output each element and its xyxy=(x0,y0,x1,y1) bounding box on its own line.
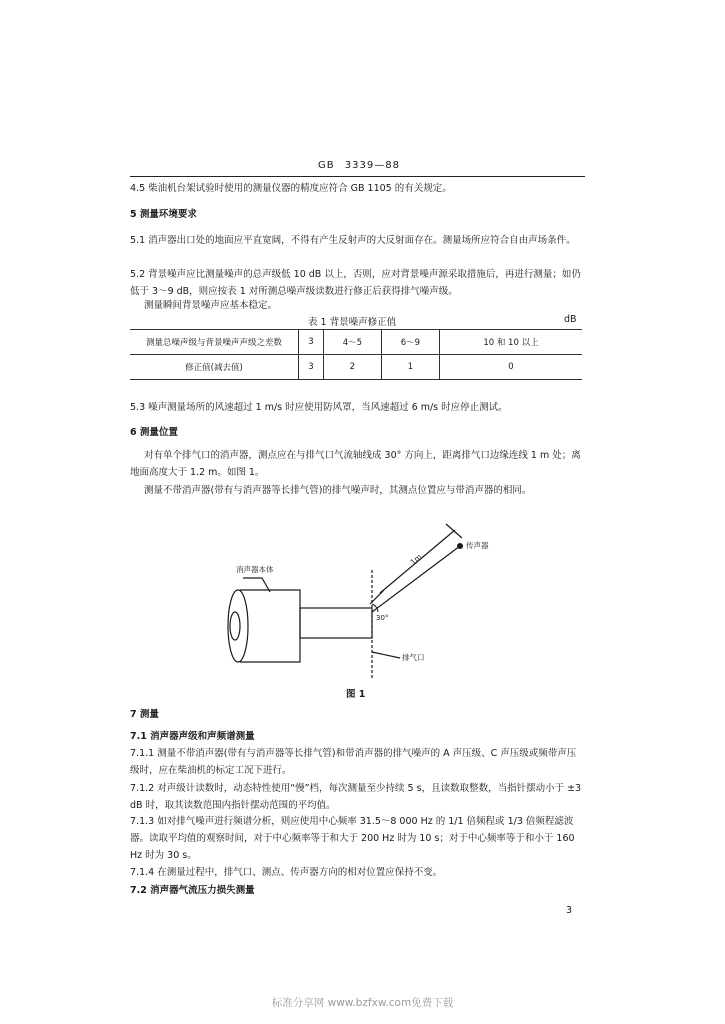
clause-7-1-3: 7.1.3 如对排气噪声进行频谱分析，则应使用中心频率 31.5～8 000 Hz 的 1/1 倍频程或 1/3 倍频程滤波器。读取平均值的观察时间，对于中心频率等于和大于 200 Hz 时为 10 s；对于中心频率等于和小于 160 Hz 时为 30 s。 xyxy=(130,816,575,861)
table-cell: 2 xyxy=(323,355,381,380)
table-cell: 10 和 10 以上 xyxy=(439,330,582,355)
table-unit: dB xyxy=(564,314,577,325)
section-7-title: 7 测量 xyxy=(130,709,159,720)
table-caption: 表 1 背景噪声修正值 xyxy=(308,317,397,328)
outlet-leader xyxy=(372,652,400,658)
section-6-title: 6 测量位置 xyxy=(130,427,178,438)
table-row-label: 修正值(减去值) xyxy=(130,355,299,380)
clause-5-3: 5.3 噪声测量场所的风速超过 1 m/s 时应使用防风罩，当风速超过 6 m/s 时应停止测试。 xyxy=(130,402,508,413)
table-cell: 4～5 xyxy=(323,330,381,355)
clause-5-2: 5.2 背景噪声应比测量噪声的总声级低 10 dB 以上，否则，应对背景噪声源采取措施后，再进行测量；如仍低于 3～9 dB，则应按表 1 对所测总噪声级读数进行修正后获得排气噪声级。 xyxy=(130,269,581,297)
figure-caption: 图 1 xyxy=(346,689,366,700)
clause-5-1: 5.1 消声器出口处的地面应平直宽阔，不得有产生反射声的大反射面存在。测量场所应符合自由声场条件。 xyxy=(130,235,576,246)
table-cell: 1 xyxy=(381,355,439,380)
section-5-title: 5 测量环境要求 xyxy=(130,209,197,220)
exhaust-pipe xyxy=(300,608,372,638)
muffler-end xyxy=(228,590,248,662)
microphone-point xyxy=(457,543,463,549)
section-7-2-title: 7.2 消声器气流压力损失测量 xyxy=(130,885,255,896)
table-cell: 3 xyxy=(299,355,324,380)
clause-5-2-note: 测量瞬间背景噪声应基本稳定。 xyxy=(144,300,278,311)
watermark: 标准分享网 www.bzfxw.com免费下载 xyxy=(271,997,454,1009)
table-row-label: 测量总噪声级与背景噪声声级之差数 xyxy=(130,330,299,355)
label-muffler: 消声器本体 xyxy=(236,565,274,574)
table-row xyxy=(130,355,582,380)
standard-code xyxy=(318,160,400,171)
table-row xyxy=(130,330,582,355)
correction-table xyxy=(130,329,582,380)
clause-7-1-1: 7.1.1 测量不带消声器(带有与消声器等长排气管)和带消声器的排气噪声的 A 声压级、C 声压级或频带声压级时，应在柴油机的标定工况下进行。 xyxy=(130,748,577,776)
clause-6-2: 测量不带消声器(带有与消声器等长排气管)的排气噪声时，其测点位置应与带消声器的相同。 xyxy=(144,485,532,496)
table-cell: 3 xyxy=(299,330,324,355)
label-outlet: 排气口 xyxy=(402,653,425,662)
label-angle: 30° xyxy=(376,614,389,622)
section-7-1-title: 7.1 消声器声级和声频谱测量 xyxy=(130,731,255,742)
clause-6-1: 对有单个排气口的消声器，测点应在与排气口气流轴线成 30° 方向上，距离排气口边缘连线 1 m 处；离地面高度大于 1.2 m。如图 1。 xyxy=(130,450,581,478)
table-cell: 6～9 xyxy=(381,330,439,355)
figure-1-diagram xyxy=(0,500,725,700)
label-distance: 1m xyxy=(408,552,424,567)
standard-number: 3339—88 xyxy=(344,160,400,171)
header-rule xyxy=(130,176,585,177)
table-cell: 0 xyxy=(439,355,582,380)
clause-7-1-2: 7.1.2 对声级计读数时，动态特性使用“慢”档，每次测量至少持续 5 s，且读数取整数，当指针摆动小于 ±3 dB 时，取其读数范围内指针摆动范围的平均值。 xyxy=(130,783,582,811)
muffler-body xyxy=(240,590,300,662)
label-microphone: 传声器 xyxy=(466,541,489,550)
clause-7-1-4: 7.1.4 在测量过程中，排气口、测点、传声器方向的相对位置应保持不变。 xyxy=(130,867,443,878)
standard-prefix: GB xyxy=(318,160,335,171)
muffler-inlet xyxy=(230,612,240,640)
clause-4-5: 4.5 柴油机台架试验时使用的测量仪器的精度应符合 GB 1105 的有关规定。 xyxy=(130,183,452,194)
page-number: 3 xyxy=(566,905,573,916)
